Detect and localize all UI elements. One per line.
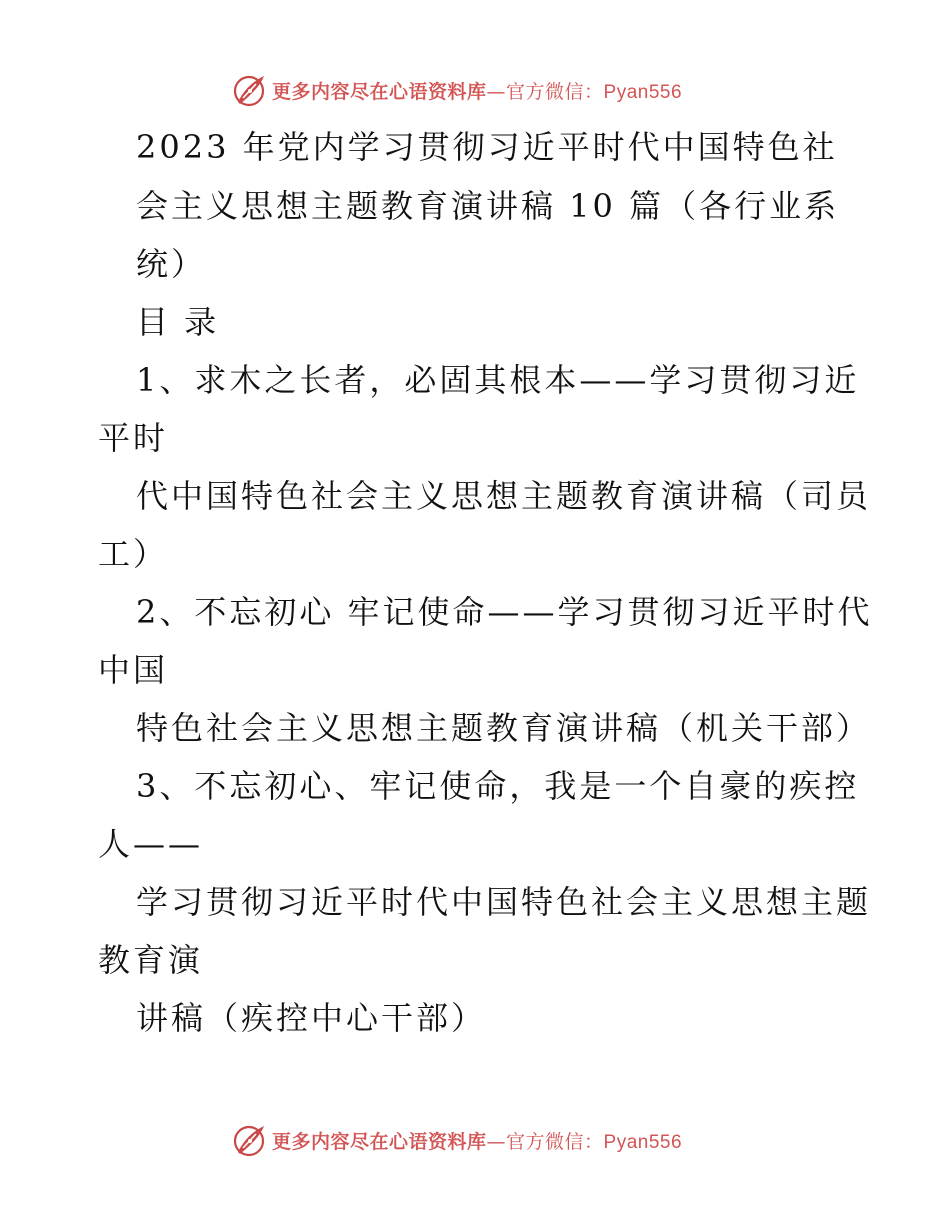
toc-item-3-line-4: 教育演 bbox=[98, 941, 204, 979]
title-line-1: 2023 年党内学习贯彻习近平时代中国特色社 bbox=[136, 128, 838, 166]
banner-dash: — bbox=[486, 80, 507, 103]
footer-banner bbox=[232, 1120, 682, 1160]
title-line-2: 会主义思想主题教育演讲稿 10 篇（各行业系 bbox=[136, 187, 840, 225]
toc-item-3-line-1: 3、不忘初心、牢记使命，我是一个自豪的疾控 bbox=[136, 767, 860, 805]
toc-item-3-line-3: 学习贯彻习近平时代中国特色社会主义思想主题 bbox=[136, 883, 872, 921]
toc-item-2-line-2: 中国 bbox=[98, 651, 169, 689]
title-line-3: 统） bbox=[136, 245, 207, 283]
banner-wechat-id: Pyan556 bbox=[603, 1131, 683, 1153]
toc-item-1-line-1: 1、求木之长者，必固其根本——学习贯彻习近 bbox=[136, 361, 860, 399]
banner-main-text: 更多内容尽在心语资料库 bbox=[272, 80, 487, 103]
toc-item-3-line-5: 讲稿（疾控中心干部） bbox=[136, 999, 487, 1037]
banner-dash: — bbox=[486, 1130, 507, 1153]
toc-item-2-line-1: 2、不忘初心 牢记使命——学习贯彻习近平时代 bbox=[136, 593, 873, 631]
toc-item-3-line-2: 人—— bbox=[98, 825, 204, 863]
toc-item-1-line-3: 代中国特色社会主义思想主题教育演讲稿（司员 bbox=[136, 477, 872, 515]
banner-official-label: 官方微信： bbox=[506, 80, 604, 103]
toc-item-1-line-4: 工） bbox=[98, 535, 169, 573]
banner-wechat-id: Pyan556 bbox=[603, 81, 683, 103]
banner-text bbox=[272, 1127, 682, 1154]
pen-nib-logo-icon bbox=[232, 72, 268, 108]
header-banner bbox=[232, 70, 682, 110]
toc-item-1-line-2: 平时 bbox=[98, 419, 169, 457]
toc-item-2-line-3: 特色社会主义思想主题教育演讲稿（机关干部） bbox=[136, 709, 872, 747]
banner-official-label: 官方微信： bbox=[506, 1130, 604, 1153]
toc-heading: 目 录 bbox=[136, 303, 220, 341]
banner-main-text: 更多内容尽在心语资料库 bbox=[272, 1130, 487, 1153]
banner-text bbox=[272, 77, 682, 104]
pen-nib-logo-icon bbox=[232, 1122, 268, 1158]
